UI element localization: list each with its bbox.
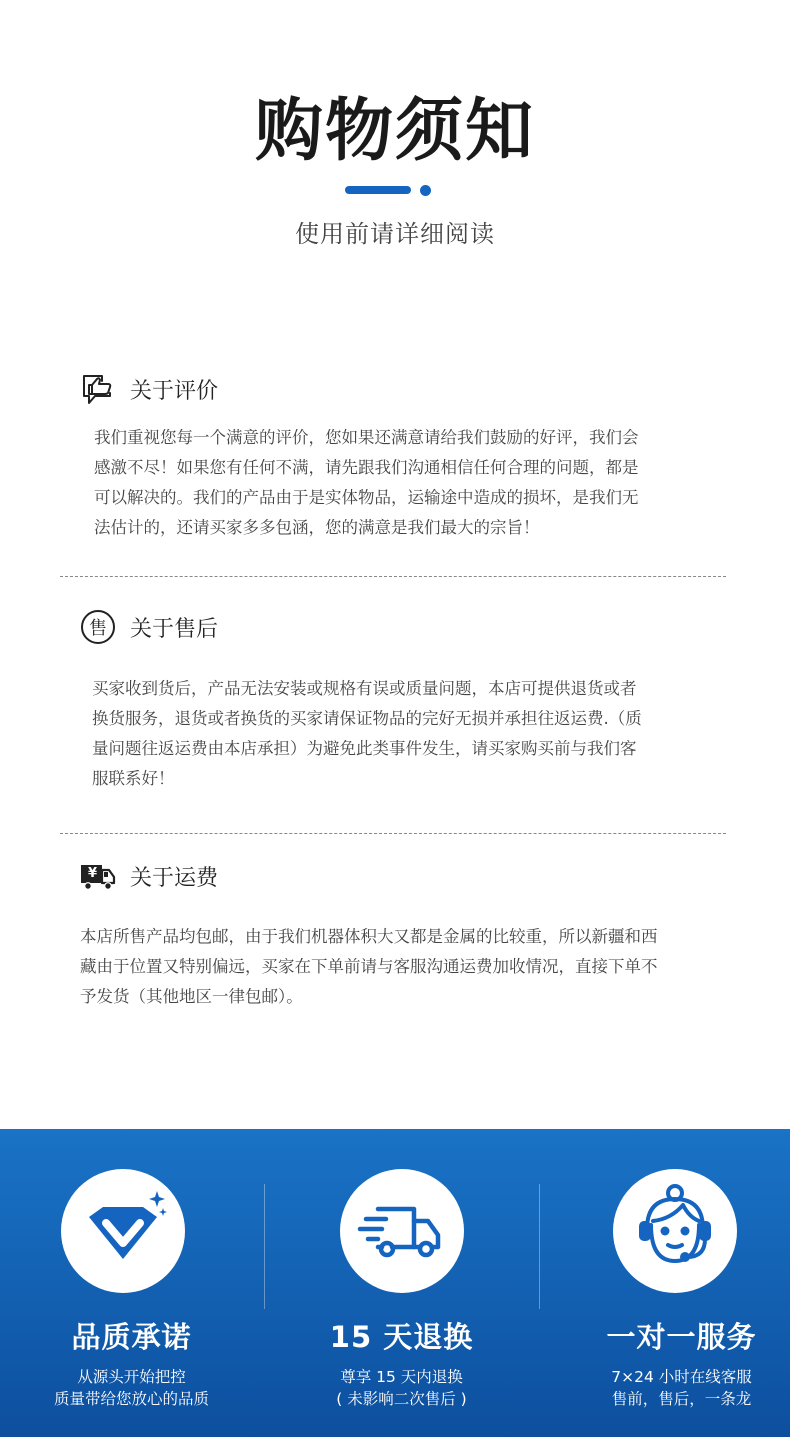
- body-line: 本店所售产品均包邮，由于我们机器体积大又都是金属的比较重，所以新疆和西: [80, 927, 658, 946]
- body-line: 可以解决的。我们的产品由于是实体物品，运输途中造成的损坏，是我们无: [94, 488, 639, 507]
- body-line: 换货服务，退货或者换货的买家请保证物品的完好无损并承担往返运费.（质: [92, 709, 642, 728]
- section-reviews-title: 关于评价: [130, 378, 219, 404]
- feature-returns-line: 尊享 15 天内退换: [340, 1368, 463, 1386]
- section-divider: [60, 576, 726, 577]
- section-shipping-title: 关于运费: [130, 865, 219, 891]
- page-title: 购物须知: [254, 92, 535, 171]
- yen-glyph: ¥: [87, 866, 98, 881]
- body-line: 我们重视您每一个满意的评价，您如果还满意请给我们鼓励的好评，我们会: [94, 428, 639, 447]
- feature-service-line: 7×24 小时在线客服: [611, 1368, 752, 1386]
- feature-service-line: 售前，售后，一条龙: [611, 1390, 752, 1408]
- body-line: 法估计的，还请买家多多包涵，您的满意是我们最大的宗旨！: [94, 518, 540, 537]
- body-line: 感激不尽！如果您有任何不满，请先跟我们沟通相信任何合理的问题，都是: [94, 458, 639, 477]
- section-after-sales-body: [92, 674, 642, 794]
- delivery-truck-icon: [352, 1179, 452, 1283]
- feature-quality-title: 品质承诺: [71, 1320, 192, 1354]
- feature-returns-line: ( 未影响二次售后 ): [336, 1390, 467, 1408]
- thumbs-up-chat-icon: [80, 371, 116, 407]
- feature-service-badge: [613, 1169, 737, 1293]
- feature-separator: [264, 1184, 265, 1309]
- body-line: 予发货（其他地区一律包邮）。: [80, 987, 303, 1006]
- section-shipping-heading: [80, 856, 218, 896]
- section-after-sales-heading: [80, 607, 218, 647]
- body-line: 量问题往返运费由本店承担）为避免此类事件发生，请买家购买前与我们客: [92, 739, 637, 758]
- customer-service-icon: [625, 1179, 725, 1283]
- feature-banner: [0, 1129, 790, 1437]
- feature-separator: [539, 1184, 540, 1309]
- body-line: 藏由于位置又特别偏远，买家在下单前请与客服沟通运费加收情况，直接下单不: [80, 957, 658, 976]
- section-reviews-body: [94, 423, 639, 543]
- section-shipping-body: [80, 922, 658, 1012]
- section-divider: [60, 833, 726, 834]
- feature-quality-line: 质量带给您放心的品质: [53, 1390, 209, 1408]
- section-reviews-heading: [80, 369, 218, 409]
- feature-returns: [270, 1129, 533, 1437]
- body-line: 买家收到货后，产品无法安装或规格有误或质量问题，本店可提供退货或者: [92, 679, 637, 698]
- feature-returns-badge: [340, 1169, 464, 1293]
- feature-service: [550, 1129, 790, 1437]
- page-subtitle: 使用前请详细阅读: [295, 220, 495, 248]
- section-after-sales-title: 关于售后: [130, 616, 219, 642]
- after-sales-icon: [80, 609, 116, 645]
- title-decoration-dot: [420, 185, 431, 196]
- feature-service-title: 一对一服务: [606, 1320, 757, 1354]
- after-sales-icon-glyph: 售: [81, 610, 115, 644]
- diamond-quality-icon: [75, 1181, 171, 1281]
- feature-returns-title: 15 天退换: [329, 1320, 474, 1354]
- title-decoration-bar: [345, 186, 411, 194]
- body-line: 服联系好！: [92, 769, 175, 788]
- shipping-truck-icon: [80, 858, 116, 894]
- feature-quality: [0, 1129, 263, 1437]
- feature-quality-line: 从源头开始把控: [77, 1368, 186, 1386]
- feature-quality-badge: [61, 1169, 185, 1293]
